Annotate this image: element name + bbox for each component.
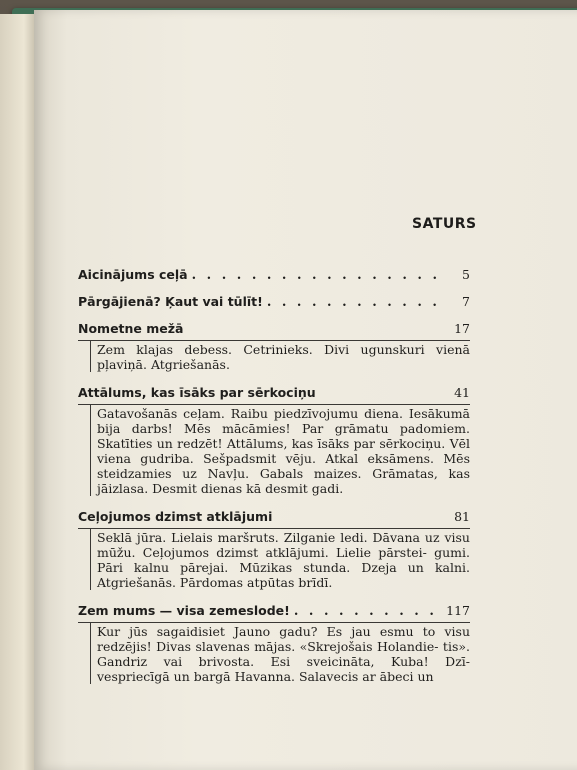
- toc-page-number: 7: [462, 294, 470, 309]
- dot-leader: [267, 294, 442, 312]
- page-heading: SATURS: [412, 216, 477, 232]
- toc-entry-title: Zem mums — visa zemeslode!: [78, 603, 290, 618]
- toc-entry-title: Attālums, kas īsāks par sērkociņu: [78, 385, 316, 400]
- table-of-contents: [78, 266, 470, 684]
- toc-entry-description: Seklā jūra. Lielais maršruts. Zilganie ledi. Dāvana uz visu mūžu. Ceļojumos dzimst atklājumi. Lielie pārstei- gumi. Pāri kalnu pārejai. Mūzikas stunda. Dzeja un kalni. Atgriešanās. Pārdomas atpūtas brīdī.: [90, 529, 470, 590]
- toc-entry: [78, 293, 470, 312]
- toc-entry-title: Nometne mežā: [78, 321, 184, 336]
- toc-entry: [78, 320, 470, 372]
- toc-entry-title: Ceļojumos dzimst atklājumi: [78, 509, 273, 524]
- dot-leader: [192, 267, 442, 285]
- toc-page-number: 81: [454, 509, 470, 524]
- toc-page-number: 5: [462, 267, 470, 282]
- toc-entry-description: Gatavošanās ceļam. Raibu piedzīvojumu diena. Iesākumā bija darbs! Mēs mācāmies! Par grāmatu padomiem. Skatīties un redzēt! Attālums, kas īsāks par sērkociņu. Vēl viena gudriba. Sešpadsmit vēju. Atkal eksāmens. Mēs steidzamies uz Navļu. Gabals maizes. Grāmatas, kas jāizlasa. Desmit dienas kā desmit gadi.: [90, 405, 470, 496]
- toc-page-number: 41: [454, 385, 470, 400]
- dot-leader: [294, 603, 442, 621]
- toc-entry-description: Kur jūs sagaidisiet Jauno gadu? Es jau esmu to visu redzējis! Divas slavenas mājas. «Skrejošais Holandie- tis». Gandriz vai brivosta. Esi sveicināta, Kuba! Dzī- vespriecīgā un bargā Havanna. Salavecis ar ābeci un: [90, 623, 470, 684]
- toc-entry: [78, 602, 470, 684]
- toc-entry: [78, 266, 470, 285]
- toc-entry-title: Pārgājienā? Ķaut vai tūlīt!: [78, 294, 263, 309]
- toc-entry: [78, 508, 470, 590]
- toc-entry-title: Aicinājums ceļā: [78, 267, 188, 282]
- toc-entry: [78, 384, 470, 496]
- toc-entry-description: Zem klajas debess. Cetrinieks. Divi ugunskuri vienā pļaviņā. Atgriešanās.: [90, 341, 470, 372]
- toc-page-number: 117: [446, 603, 470, 618]
- toc-page-number: 17: [454, 321, 470, 336]
